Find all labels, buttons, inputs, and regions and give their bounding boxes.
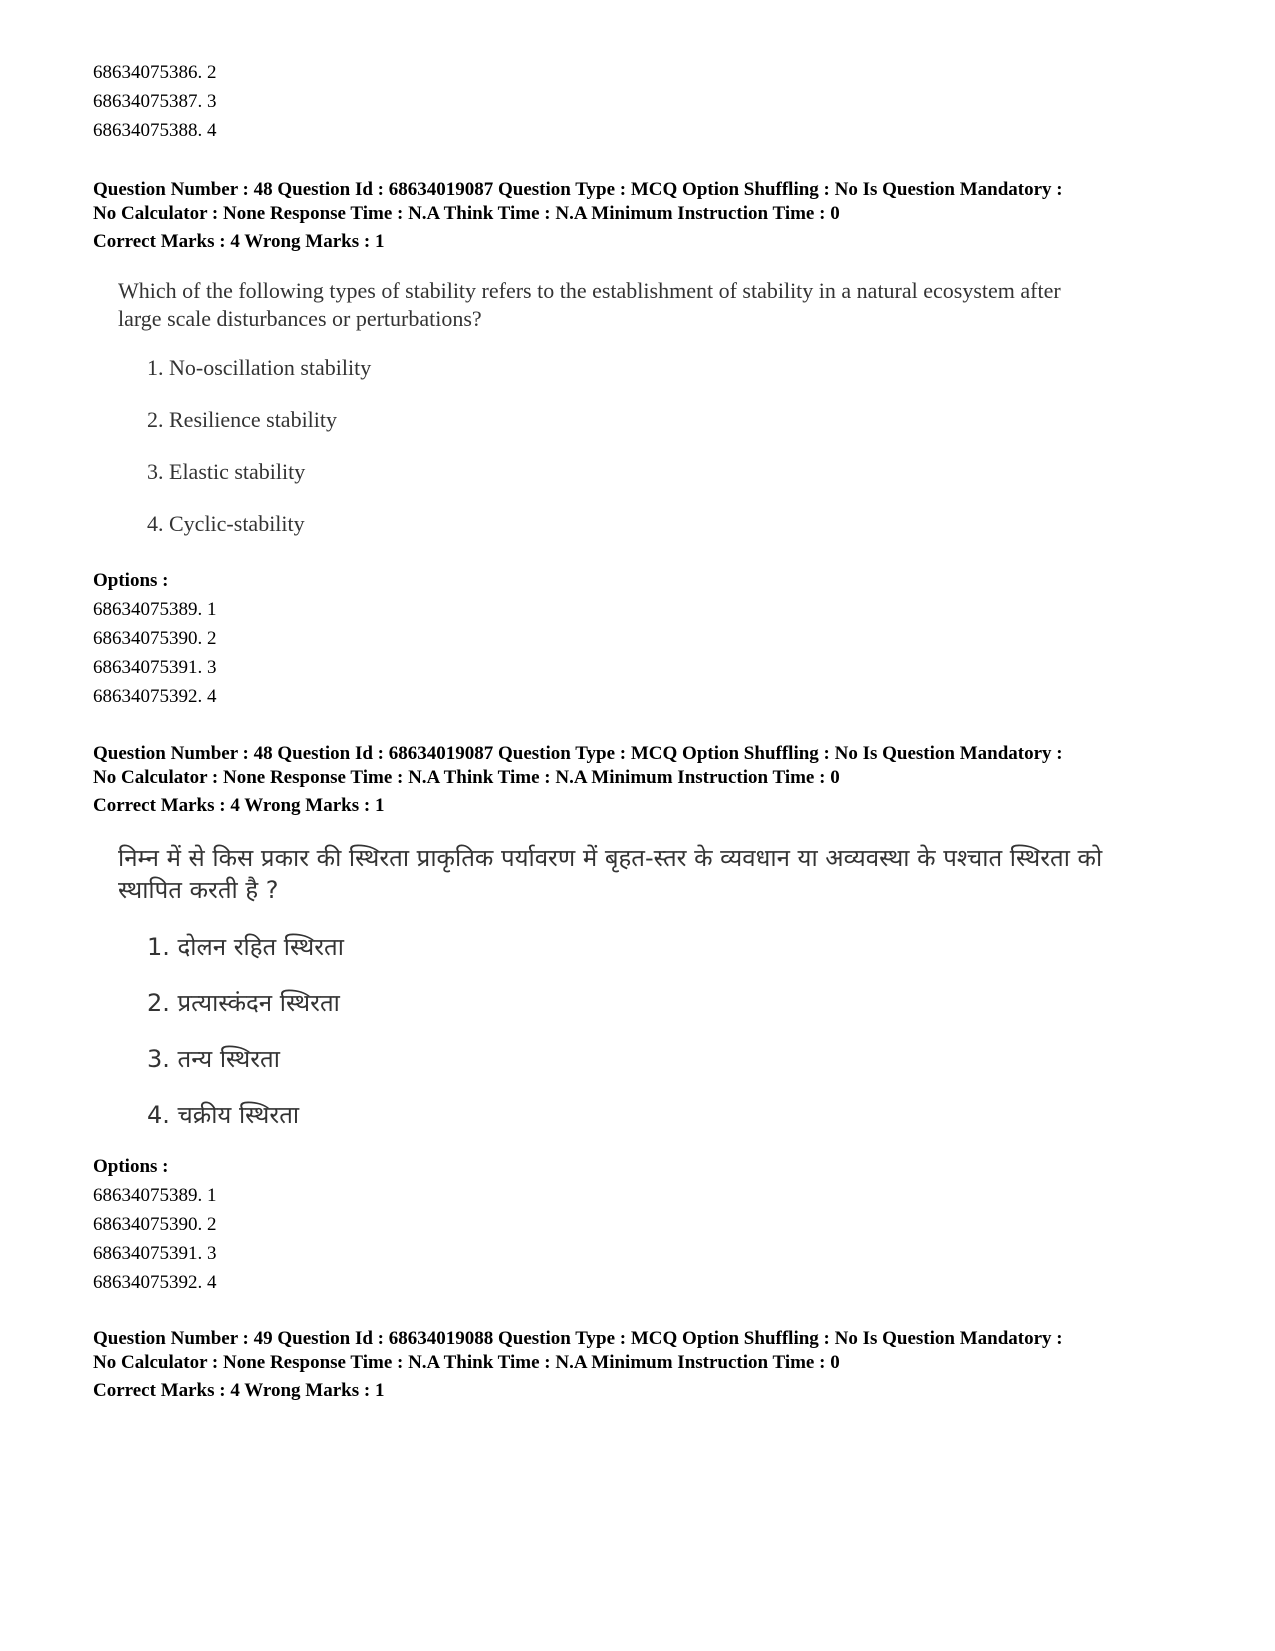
question-48-en-header [93,178,1193,254]
option-id-line: 68634075390. 2 [93,1214,217,1235]
question-meta-line: No Calculator : None Response Time : N.A Think Time : N.A Minimum Instruction Time : 0 [93,767,840,788]
question-meta-line: No Calculator : None Response Time : N.A Think Time : N.A Minimum Instruction Time : 0 [93,203,840,224]
previous-options-list [93,58,1193,145]
question-48-hi-body [118,842,1178,1129]
choice-1: 1. दोलन रहित स्थिरता [147,933,344,961]
question-48-hi-header [93,742,1193,818]
options-label: Options : [93,570,169,591]
option-id-line: 68634075392. 4 [93,1272,217,1293]
choice-4: 4. Cyclic-stability [147,511,305,536]
question-text-line: निम्न में से किस प्रकार की स्थिरता प्राकृतिक पर्यावरण में बृहत-स्तर के व्यवधान या अव्यवस्था के पश्चात स्थिरता को [118,844,1103,872]
question-meta-line: No Calculator : None Response Time : N.A Think Time : N.A Minimum Instruction Time : 0 [93,1352,840,1373]
marks-line: Correct Marks : 4 Wrong Marks : 1 [93,231,385,252]
question-49-header [93,1327,1193,1403]
option-id-line: 68634075389. 1 [93,599,217,620]
question-48-en-body [118,277,1178,536]
choice-1: 1. No-oscillation stability [147,355,372,380]
question-text-line: large scale disturbances or perturbations? [118,306,482,331]
option-id-line: 68634075388. 4 [93,120,217,141]
question-text-line: स्थापित करती है ? [118,876,279,904]
option-id-line: 68634075391. 3 [93,1243,217,1264]
option-id-line: 68634075386. 2 [93,62,217,83]
question-text-line: Which of the following types of stability refers to the establishment of stability in a natural ecosystem after [118,278,1061,303]
option-id-line: 68634075392. 4 [93,686,217,707]
marks-line: Correct Marks : 4 Wrong Marks : 1 [93,1380,385,1401]
question-meta-line: Question Number : 48 Question Id : 68634019087 Question Type : MCQ Option Shuffling : No Is Question Mandatory : [93,179,1063,200]
question-48-en-options [93,566,1193,711]
question-meta-line: Question Number : 48 Question Id : 68634019087 Question Type : MCQ Option Shuffling : No Is Question Mandatory : [93,743,1063,764]
choice-2: 2. प्रत्यास्कंदन स्थिरता [147,989,340,1017]
question-meta-line: Question Number : 49 Question Id : 68634019088 Question Type : MCQ Option Shuffling : No Is Question Mandatory : [93,1328,1063,1349]
option-id-line: 68634075387. 3 [93,91,217,112]
option-id-line: 68634075391. 3 [93,657,217,678]
option-id-line: 68634075389. 1 [93,1185,217,1206]
marks-line: Correct Marks : 4 Wrong Marks : 1 [93,795,385,816]
options-label: Options : [93,1156,169,1177]
choice-3: 3. Elastic stability [147,459,306,484]
question-48-hi-options [93,1152,1193,1297]
choice-4: 4. चक्रीय स्थिरता [147,1101,300,1129]
choice-2: 2. Resilience stability [147,407,338,432]
option-id-line: 68634075390. 2 [93,628,217,649]
choice-3: 3. तन्य स्थिरता [147,1045,280,1073]
